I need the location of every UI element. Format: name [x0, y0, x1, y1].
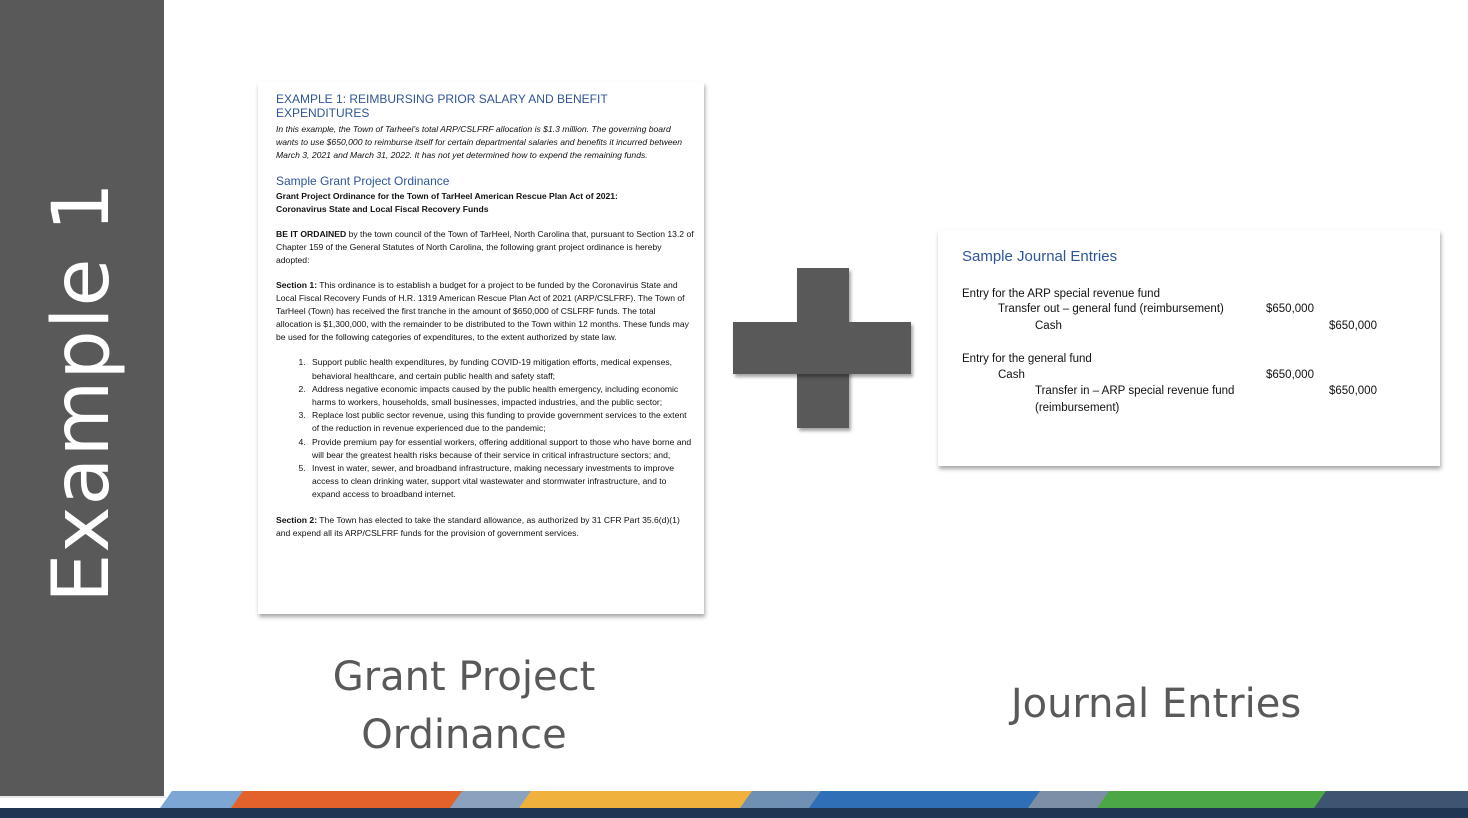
stripe-segment — [231, 791, 465, 808]
list-item: 4. Provide premium pay for essential workers, offering additional support to those who have borne and will bear the greatest health risks because of their service in critical infrastructure sectors; and, — [308, 436, 694, 462]
journal-entries-image — [938, 230, 1440, 466]
footer-stripe — [0, 791, 1468, 818]
stripe-segment — [1314, 791, 1468, 808]
stripe-base — [0, 808, 1468, 818]
sidebar-panel — [0, 0, 164, 797]
stripe-segment — [519, 791, 755, 808]
entry2-label: Entry for the general fund — [962, 353, 1092, 365]
doc-subheading: Sample Grant Project Ordinance — [276, 174, 450, 189]
stripe-segment — [809, 791, 1043, 808]
ordinance-document-image — [258, 82, 704, 614]
doc-section-1 — [276, 279, 694, 344]
section2-text: The Town has elected to take the standard allowance, as authorized by 31 CFR Part 35.6(d)(1) and expend all its ARP/CSLFRF funds for the provision of government services. — [276, 514, 680, 538]
list-item: 3. Replace lost public sector revenue, using this funding to provide government services to the extent of the reduction in revenue experienced due to the pandemic; — [308, 409, 694, 435]
doc-intro: In this example, the Town of Tarheel’s total ARP/CSLFRF allocation is $1.3 million. The governing board wants to use $650,000 to reimburse itself for certain departmental salaries and benefits it incurred between March 3, 2021 and March 31, 2022. It has not yet determined how to expend the remaining funds. — [276, 124, 683, 160]
doc-bold-title-2: Coronavirus State and Local Fiscal Recovery Funds — [276, 204, 489, 215]
caption-journal-entries: Journal Entries — [1010, 681, 1302, 727]
entry1-label: Entry for the ARP special revenue fund — [962, 288, 1160, 300]
entry2-credit-line1: Transfer in – ARP special revenue fund — [1035, 385, 1235, 397]
list-item: 2. Address negative economic impacts caused by the public health emergency, including economic harms to workers, households, small businesses, impacted industries, and the public sector; — [308, 383, 694, 409]
entry2-credit-amount: $650,000 — [1329, 385, 1377, 397]
entry1-debit: Transfer out – general fund (reimbursement) — [998, 303, 1224, 315]
doc-ordained-paragraph — [276, 228, 694, 267]
caption-line-2: Ordinance — [361, 712, 567, 758]
plus-icon-bar — [733, 322, 911, 374]
doc-expenditure-list — [276, 356, 694, 501]
section2-lead: Section 2: — [276, 514, 318, 525]
doc-heading: EXAMPLE 1: REIMBURSING PRIOR SALARY AND BENEFIT EXPENDITURES — [276, 92, 608, 120]
doc-bold-title-1: Grant Project Ordinance for the Town of TarHeel American Rescue Plan Act of 2021: — [276, 191, 618, 202]
stripe-segment — [1097, 791, 1329, 808]
doc-section-2 — [276, 514, 694, 540]
ordained-text: by the town council of the Town of TarHeel, North Carolina that, pursuant to Section 13.2 of Chapter 159 of the General Statutes of North Carolina, the following grant project ordinance is hereby adopted: — [276, 229, 694, 266]
caption-line-1: Grant Project — [332, 654, 596, 700]
entry2-debit-amount: $650,000 — [1266, 369, 1314, 381]
slide-title: Example 1 — [37, 181, 127, 603]
entry1-credit-amount: $650,000 — [1329, 320, 1377, 332]
entry2-credit-line2: (reimbursement) — [1035, 402, 1120, 414]
list-item: 5. Invest in water, sewer, and broadband infrastructure, making necessary investments to improve access to clean drinking water, support vital wastewater and stormwater infrastructure, and to expand access to broadband internet. — [308, 462, 694, 502]
list-item: 1. Support public health expenditures, by funding COVID-19 mitigation efforts, medical expenses, behavioral healthcare, and certain public health and safety staff; — [308, 356, 694, 382]
section1-text: This ordinance is to establish a budget for a project to be funded by the Coronavirus State and Local Fiscal Recovery Funds of H.R. 1319 American Rescue Plan Act of 2021 (ARP/CSLFRF). The Town of TarHeel (Town) has received the first tranche in the amount of $650,000 of CSLFRF funds. The total allocation is $1,300,000, with the remainder to be distributed to the Town within 12 months. These funds may be used for the following categories of expenditures, to the extent authorized by state law. — [276, 280, 689, 343]
ordained-lead: BE IT ORDAINED — [276, 229, 347, 240]
entry1-credit: Cash — [1035, 320, 1062, 332]
section1-lead: Section 1: — [276, 280, 318, 291]
entry2-debit: Cash — [998, 369, 1025, 381]
caption-grant-project-ordinance — [284, 648, 644, 764]
entry1-debit-amount: $650,000 — [1266, 303, 1314, 315]
journal-heading: Sample Journal Entries — [962, 248, 1118, 265]
